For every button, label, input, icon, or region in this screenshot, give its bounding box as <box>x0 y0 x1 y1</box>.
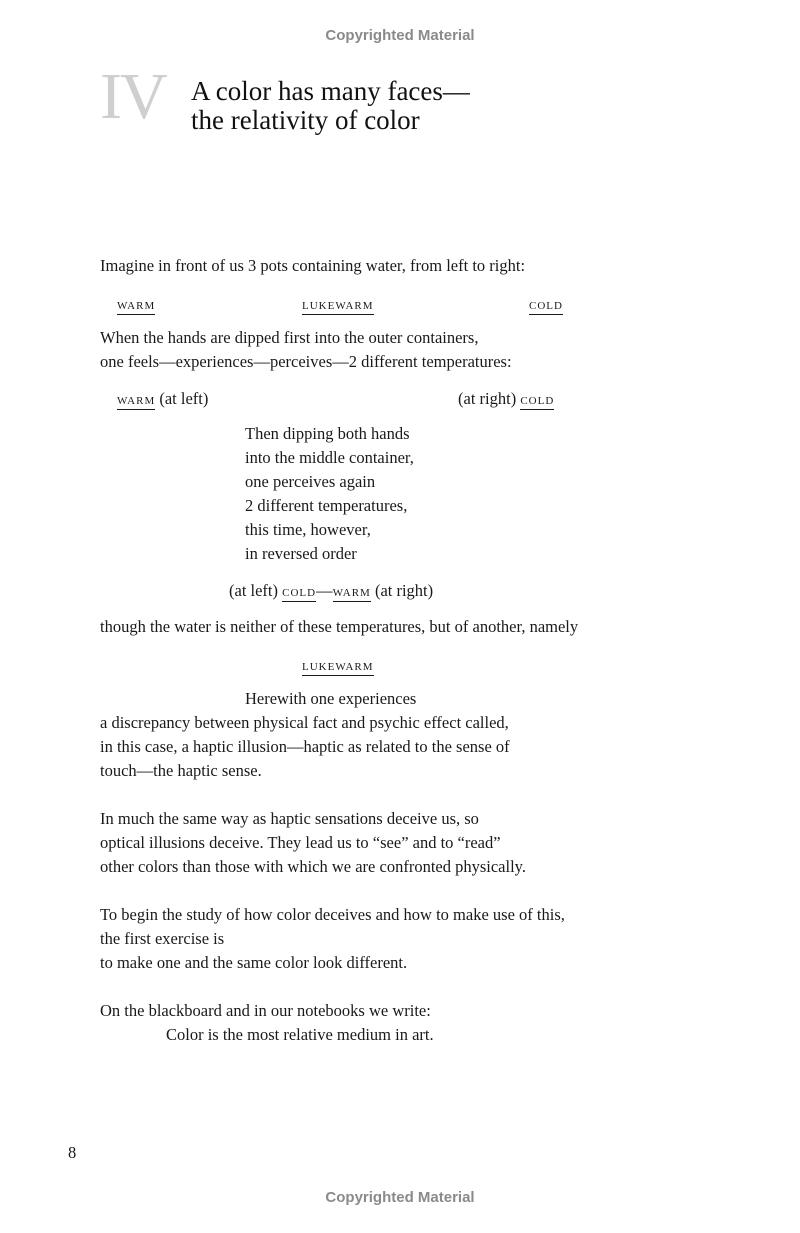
middle-line-6: in reversed order <box>245 544 357 563</box>
blackboard-line1: On the blackboard and in our notebooks we write: <box>100 1001 431 1020</box>
herewith-line4: touch—the haptic sense. <box>100 761 262 780</box>
herewith-line3: in this case, a haptic illusion—haptic as related to the sense of <box>100 737 510 756</box>
reversed-dash: — <box>316 581 333 600</box>
pot-lukewarm-label <box>302 292 374 316</box>
study-line3: to make one and the same color look different. <box>100 953 408 972</box>
reversed-line <box>229 579 433 603</box>
middle-line-2: into the middle container, <box>245 448 414 467</box>
optical-line2: optical illusions deceive. They lead us to “see” and to “read” <box>100 833 501 852</box>
neither-text: though the water is neither of these temperatures, but of another, namely <box>100 617 579 636</box>
chapter-title-line1: A color has many faces— <box>191 76 470 106</box>
middle-line-1: Then dipping both hands <box>245 424 410 443</box>
optical-line1: In much the same way as haptic sensations deceive us, so <box>100 809 479 828</box>
outer-at-left: (at left) <box>159 389 209 408</box>
dip-line1: When the hands are dipped first into the outer containers, <box>100 328 479 347</box>
middle-line-3: one perceives again <box>245 472 376 491</box>
page-number: 8 <box>68 1143 77 1162</box>
middle-line-4: 2 different temperatures, <box>245 496 408 515</box>
outer-warm: WARM <box>117 394 155 410</box>
watermark-bottom: Copyrighted Material <box>325 1189 475 1206</box>
pot-lukewarm: LUKEWARM <box>302 299 374 315</box>
outer-at-right: (at right) <box>458 389 517 408</box>
chapter-title-line2: the relativity of color <box>191 105 420 135</box>
optical-line3: other colors than those with which we are confronted physically. <box>100 857 526 876</box>
reversed-at-right: (at right) <box>374 581 434 600</box>
watermark-top: Copyrighted Material <box>325 27 475 44</box>
middle-line-5: this time, however, <box>245 520 371 539</box>
blackboard-line2: Color is the most relative medium in art. <box>166 1025 434 1044</box>
reversed-cold: COLD <box>282 586 316 602</box>
outer-cold: COLD <box>520 394 554 410</box>
pot-cold-label <box>529 292 563 316</box>
lukewarm-label <box>302 653 374 677</box>
dip-line2: one feels—experiences—perceives—2 different temperatures: <box>100 352 512 371</box>
herewith-line1: Herewith one experiences <box>245 689 417 708</box>
chapter-numeral: IV <box>100 60 166 133</box>
pot-cold: COLD <box>529 299 563 315</box>
pot-warm: WARM <box>117 299 155 315</box>
reversed-warm: WARM <box>333 586 371 602</box>
lukewarm-2: LUKEWARM <box>302 660 374 676</box>
outer-right <box>458 387 554 411</box>
intro-text: Imagine in front of us 3 pots containing water, from left to right: <box>100 256 526 275</box>
herewith-line2: a discrepancy between physical fact and psychic effect called, <box>100 713 509 732</box>
outer-left <box>117 387 208 411</box>
study-line1: To begin the study of how color deceives and how to make use of this, <box>100 905 565 924</box>
reversed-at-left: (at left) <box>229 581 279 600</box>
pot-warm-label <box>117 292 155 316</box>
study-line2: the first exercise is <box>100 929 225 948</box>
